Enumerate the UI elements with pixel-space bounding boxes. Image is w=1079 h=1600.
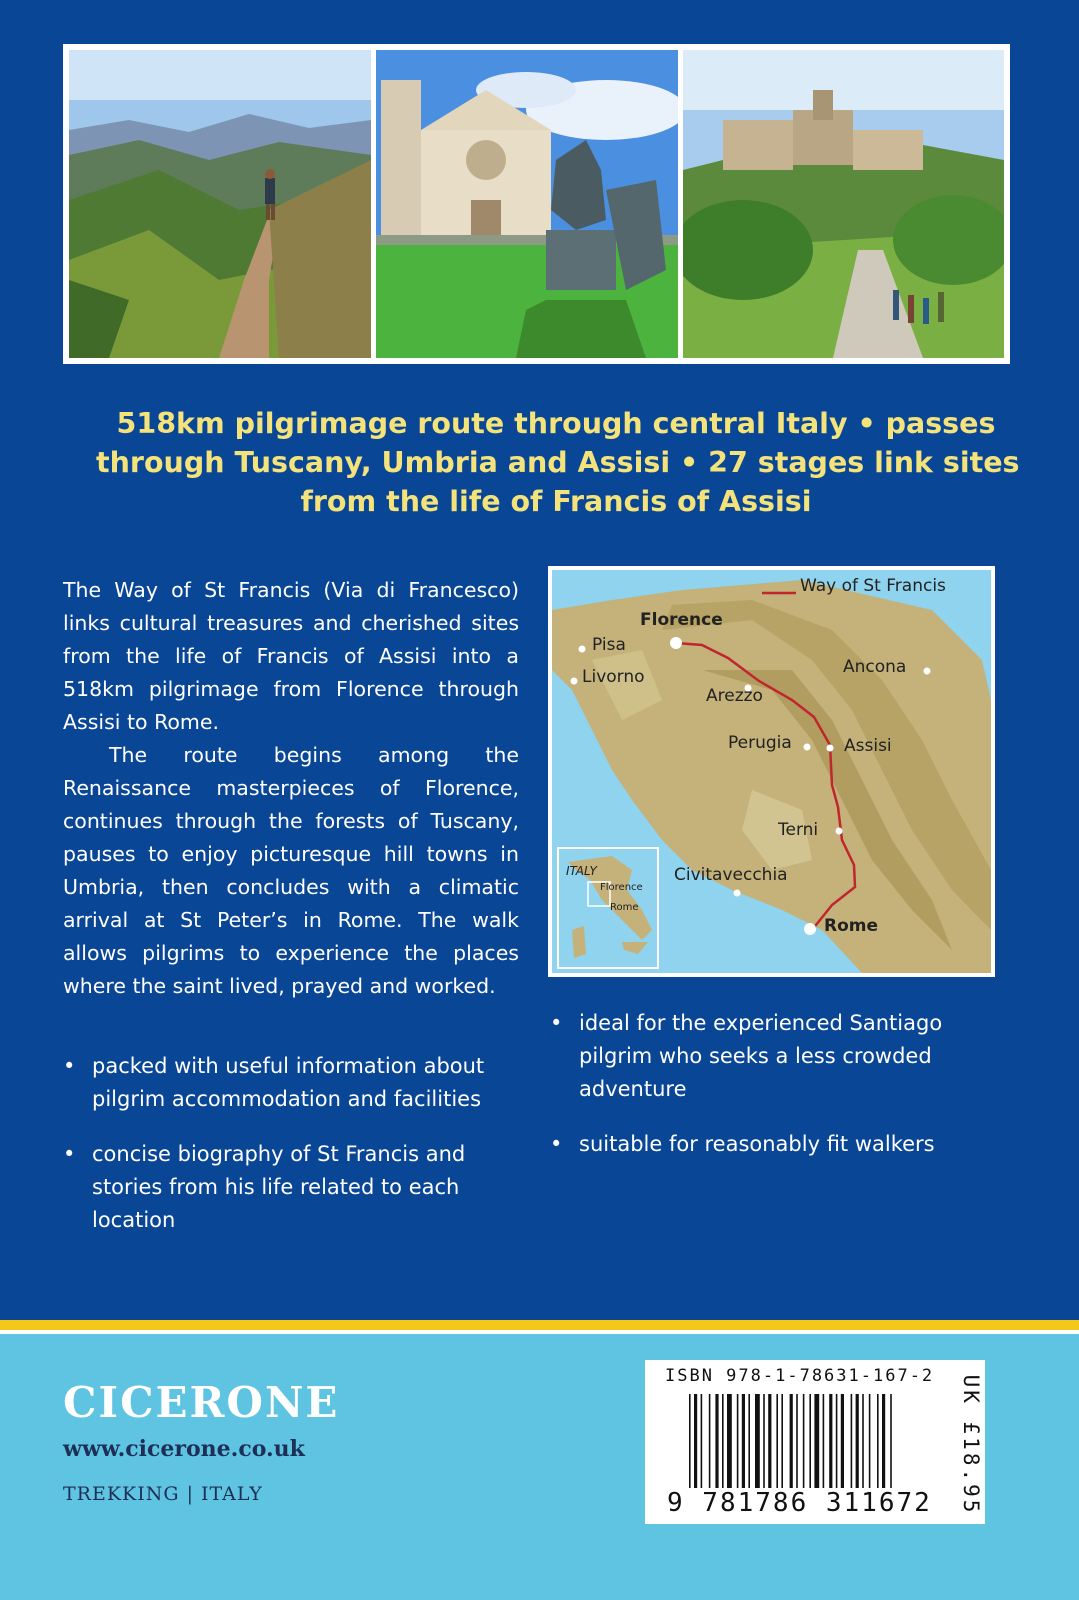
barcode-bar [851, 1394, 853, 1488]
barcode-bar [689, 1394, 691, 1488]
barcode-bar [809, 1394, 811, 1488]
publisher-website: www.cicerone.co.uk [63, 1436, 305, 1462]
inset-label-rome: Rome [610, 902, 639, 913]
description [63, 574, 519, 1003]
barcode-bar [823, 1394, 825, 1488]
map-place-rome: Rome [824, 916, 879, 936]
map-legend-label: Way of St Francis [800, 576, 946, 596]
barcode-bar [781, 1394, 783, 1488]
photo-hill-town [683, 50, 1004, 358]
tagline-line-1: 518km pilgrimage route through central Italy • passes [116, 407, 996, 440]
feature-list-left [63, 1050, 519, 1259]
barcode-bar [727, 1394, 732, 1488]
ean-digits: 9 781786 311672 [667, 1488, 932, 1518]
barcode-bar [841, 1394, 844, 1488]
map-place-pisa: Pisa [592, 635, 626, 655]
barcode-bar [856, 1394, 859, 1488]
map-place-livorno: Livorno [582, 667, 645, 687]
barcode-bar [776, 1394, 778, 1488]
barcode-bar [790, 1394, 793, 1488]
price-label [958, 1370, 984, 1520]
tagline [96, 404, 1020, 521]
route-map [548, 566, 995, 977]
barcode-bar [755, 1394, 760, 1488]
photo-strip [63, 44, 1010, 364]
feature-list-right [550, 1007, 990, 1183]
barcode-bar [829, 1394, 832, 1488]
tagline-line-2: through Tuscany, Umbria and Assisi • 27 stages link sites [96, 446, 1020, 479]
barcode-bar [836, 1394, 838, 1488]
description-paragraph-2: The route begins among the Renaissance masterpieces of Florence, continues through the forests of Tuscany, pauses to enjoy picturesque hill towns in Umbria, then concludes with a climatic arrival at St Peter’s in Rome. The walk allows pilgrims to experience the places where the saint lived, prayed and worked. [63, 743, 519, 998]
barcode-bar [742, 1394, 745, 1488]
barcode-bar [715, 1394, 718, 1488]
map-place-perugia: Perugia [728, 733, 792, 753]
description-paragraph-1: The Way of St Francis (Via di Francesco) links cultural treasures and cherished sites from the life of Francis of Assisi into a 518km pilgrimage from Florence through Assisi to Rome. [63, 578, 519, 734]
publisher-logo: CICERONE [63, 1378, 340, 1427]
barcode-bar [709, 1394, 711, 1488]
barcode-bar [890, 1394, 892, 1488]
barcode-bar [722, 1394, 724, 1488]
inset-label-italy: ITALY [566, 864, 597, 878]
barcode-bar [748, 1394, 750, 1488]
barcode-bar [814, 1394, 819, 1488]
inset-label-florence: Florence [600, 882, 643, 893]
barcode-bar [877, 1394, 879, 1488]
barcode-panel [645, 1360, 985, 1524]
barcode-bar [869, 1394, 871, 1488]
barcode-bar [763, 1394, 765, 1488]
tagline-line-3: from the life of Francis of Assisi [300, 485, 812, 518]
isbn-number: ISBN 978-1-78631-167-2 [665, 1366, 935, 1386]
map-place-arezzo: Arezzo [706, 686, 763, 706]
barcode-bar [862, 1394, 864, 1488]
barcode [689, 1394, 917, 1488]
barcode-bar [768, 1394, 771, 1488]
price-text: UK £18.95 [959, 1374, 983, 1516]
barcode-bar [796, 1394, 798, 1488]
photo-hiker-trail [69, 50, 371, 358]
barcode-bar [803, 1394, 805, 1488]
photo-assisi-basilica [376, 50, 678, 358]
feature-item: • concise biography of St Francis and stories from his life related to each location [63, 1138, 519, 1237]
map-place-ancona: Ancona [843, 657, 907, 677]
map-place-terni: Terni [778, 820, 819, 840]
map-place-florence: Florence [640, 610, 723, 630]
feature-item: • ideal for the experienced Santiago pilgrim who seeks a less crowded adventure [550, 1007, 990, 1106]
barcode-bar [701, 1394, 703, 1488]
book-category: TREKKING | ITALY [63, 1483, 263, 1505]
feature-item: • packed with useful information about pilgrim accommodation and facilities [63, 1050, 519, 1116]
barcode-bar [737, 1394, 739, 1488]
map-place-assisi: Assisi [844, 736, 892, 756]
feature-item: • suitable for reasonably fit walkers [550, 1128, 990, 1161]
map-place-civitavecchia: Civitavecchia [674, 865, 788, 885]
barcode-bar [882, 1394, 885, 1488]
barcode-bar [694, 1394, 697, 1488]
footer-stripe [0, 1320, 1079, 1330]
